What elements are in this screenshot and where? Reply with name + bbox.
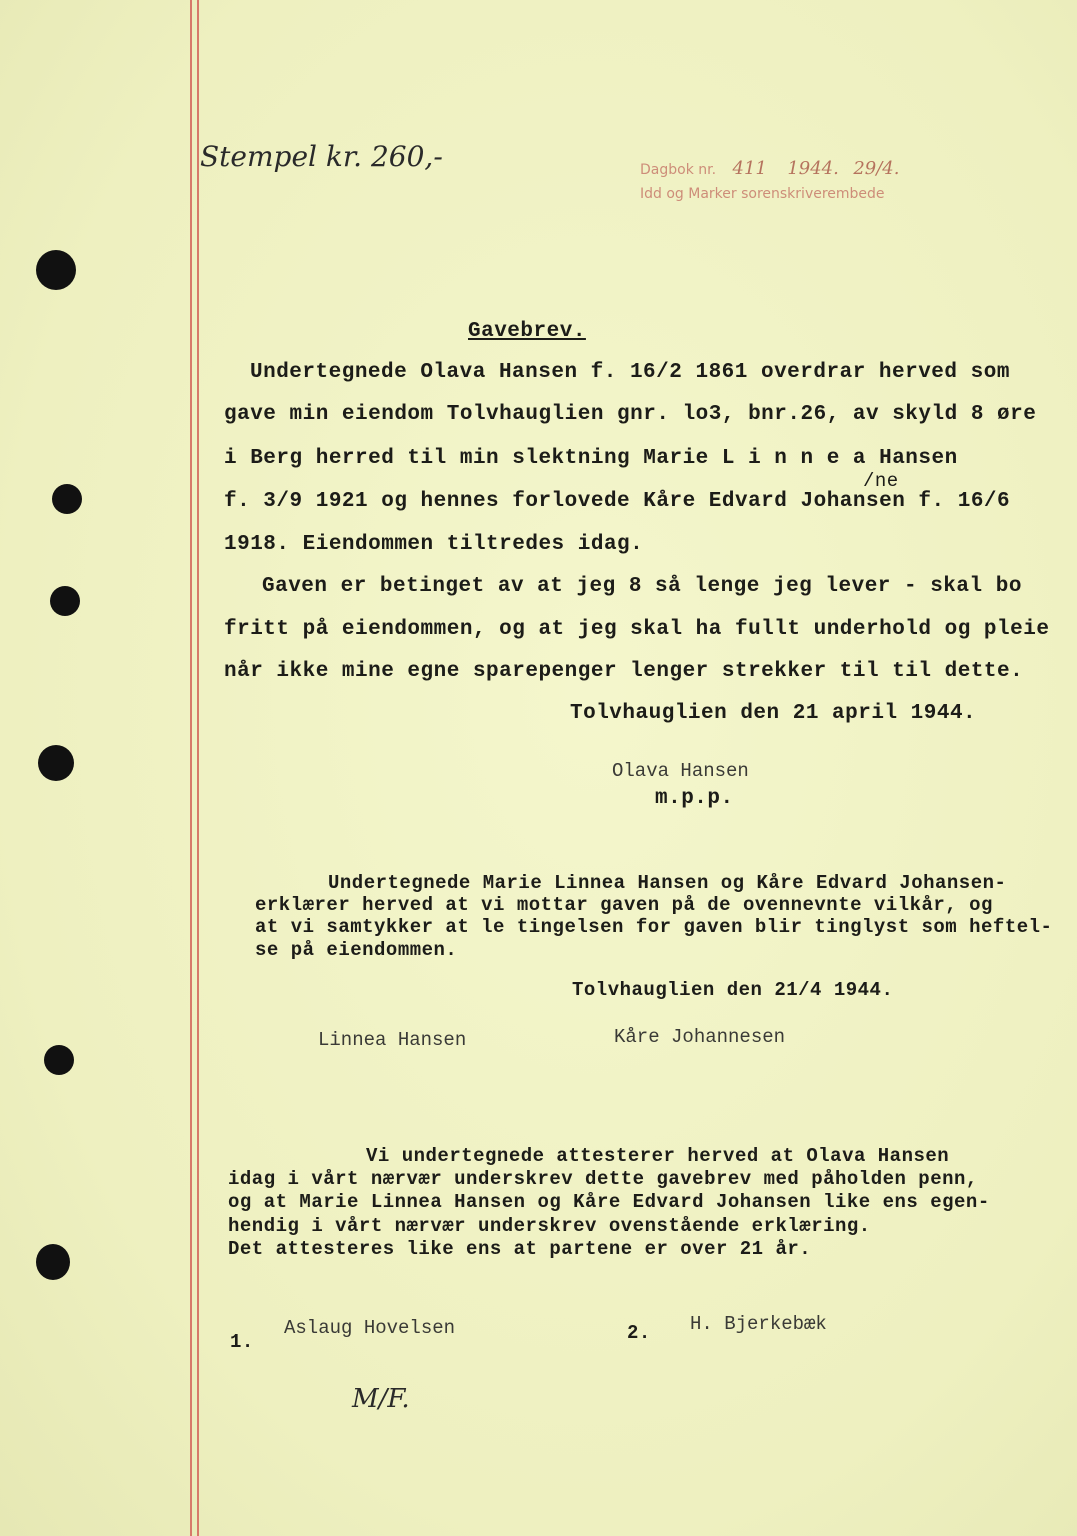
paragraph4-line-5: Det attesteres like ens at partene er over 21 år. <box>228 1238 812 1260</box>
signature-linnea-hansen: Linnea Hansen <box>318 1029 467 1051</box>
paragraph3-line-2: erklærer herved at vi mottar gaven på de ovennevnte vilkår, og <box>255 894 993 916</box>
registry-prefix: Dagbok nr. <box>640 162 717 178</box>
signature-note-mpp: m.p.p. <box>655 787 734 810</box>
paragraph3-line-1: Undertegnede Marie Linnea Hansen og Kåre Edvard Johansen- <box>328 872 1007 894</box>
registry-year: 1944. <box>787 158 839 179</box>
paragraph1-line-3: i Berg herred til min slektning Marie L i n n e a Hansen <box>224 447 958 470</box>
registry-stamp <box>640 158 899 179</box>
punch-hole-4 <box>38 745 74 781</box>
paragraph2-line-1: Gaven er betinget av at jeg 8 så lenge jeg lever - skal bo <box>262 575 1022 598</box>
registry-number: 411 <box>732 158 767 179</box>
witness-2-name: H. Bjerkebæk <box>690 1313 827 1335</box>
stamp-fee-note: Stempel kr. 260,- <box>200 140 443 173</box>
registry-date: 29/4. <box>853 158 900 179</box>
place-date-2: Tolvhauglien den 21/4 1944. <box>572 979 894 1001</box>
signature-kare-johannesen: Kåre Johannesen <box>614 1026 786 1048</box>
handwritten-initials: M/F. <box>352 1384 410 1414</box>
insertion-mark: /ne <box>863 470 899 492</box>
punch-hole-3 <box>50 586 80 616</box>
paragraph1-line-1: Undertegnede Olava Hansen f. 16/2 1861 overdrar herved som <box>250 361 1010 384</box>
paragraph4-line-3: og at Marie Linnea Hansen og Kåre Edvard Johansen like ens egen- <box>228 1191 990 1213</box>
margin-line-right <box>197 0 199 1536</box>
punch-hole-6 <box>36 1244 70 1280</box>
paragraph1-line-2: gave min eiendom Tolvhauglien gnr. lo3, bnr.26, av skyld 8 øre <box>224 403 1037 426</box>
paragraph1-line-4: f. 3/9 1921 og hennes forlovede Kåre Edvard Johansen f. 16/6 <box>224 490 1011 513</box>
registry-office: Idd og Marker sorenskriverembede <box>640 186 885 202</box>
witness-1-name: Aslaug Hovelsen <box>284 1317 456 1339</box>
paragraph3-line-3: at vi samtykker at le tingelsen for gaven blir tinglyst som heftel- <box>255 916 1053 938</box>
paragraph1-line-5: 1918. Eiendommen tiltredes idag. <box>224 533 644 556</box>
place-date-1: Tolvhauglien den 21 april 1944. <box>570 702 977 725</box>
document-title: Gavebrev. <box>468 320 586 343</box>
punch-hole-2 <box>52 484 82 514</box>
witness-2-number: 2. <box>627 1322 651 1344</box>
margin-line-left <box>190 0 192 1536</box>
paragraph4-line-1: Vi undertegnede attesterer herved at Olava Hansen <box>366 1145 950 1167</box>
witness-1-number: 1. <box>230 1331 254 1353</box>
paragraph4-line-4: hendig i vårt nærvær underskrev ovenstående erklæring. <box>228 1215 871 1237</box>
paragraph4-line-2: idag i vårt nærvær underskrev dette gavebrev med påholden penn, <box>228 1168 978 1190</box>
paragraph3-line-4: se på eiendommen. <box>255 939 458 961</box>
paragraph2-line-2: fritt på eiendommen, og at jeg skal ha fullt underhold og pleie <box>224 618 1050 641</box>
punch-hole-1 <box>36 250 76 290</box>
punch-hole-5 <box>44 1045 74 1075</box>
paragraph2-line-3: når ikke mine egne sparepenger lenger strekker til til dette. <box>224 660 1024 683</box>
signature-olava-hansen: Olava Hansen <box>612 760 749 782</box>
